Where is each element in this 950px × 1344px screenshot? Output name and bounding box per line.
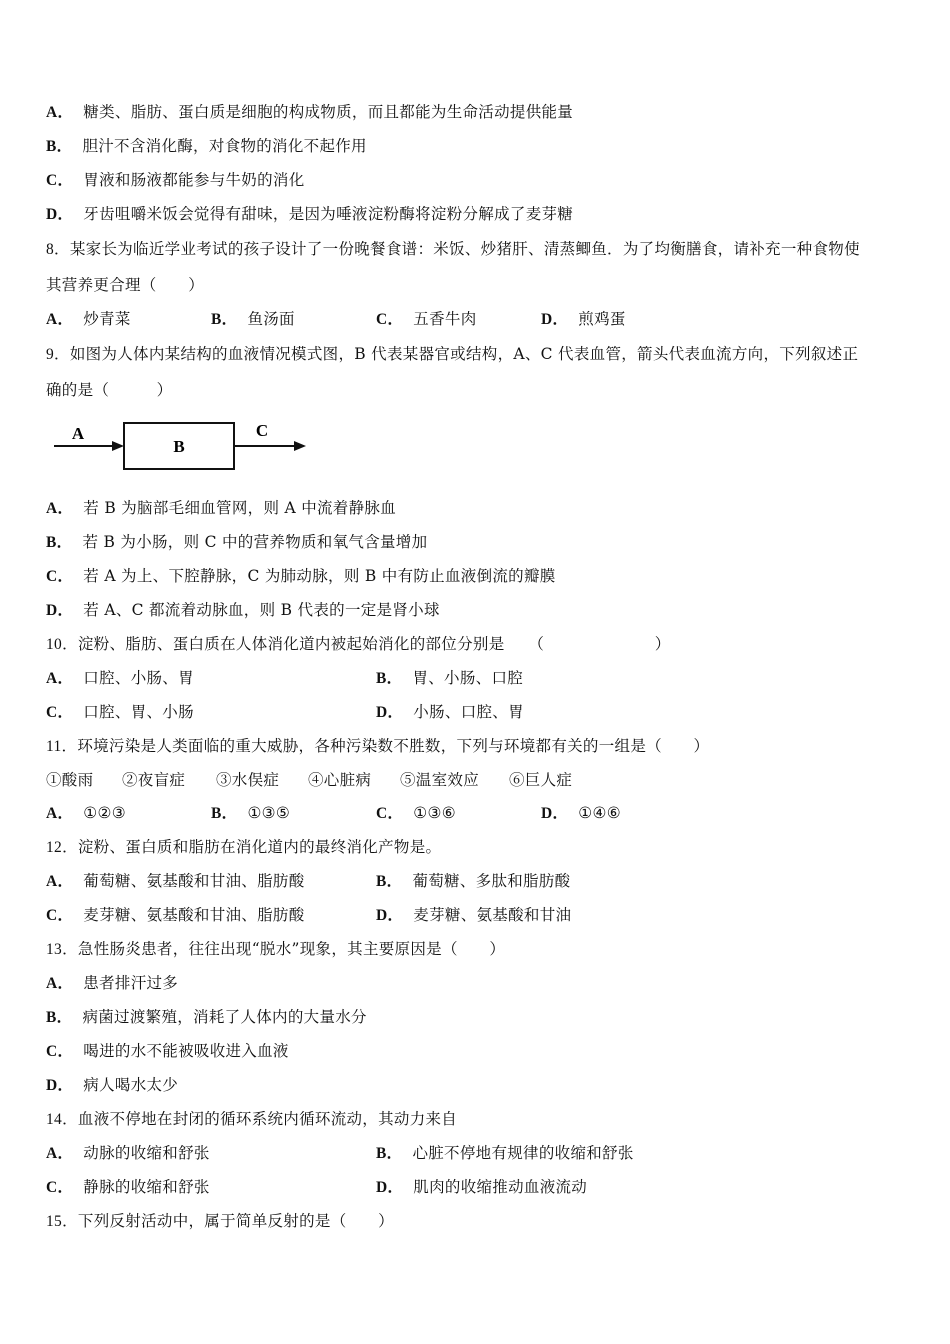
q11-item-5: ⑤温室效应 xyxy=(400,771,480,789)
q7-option-a xyxy=(46,102,573,123)
question-number: 9． xyxy=(46,346,70,363)
option-label: D． xyxy=(541,311,569,328)
option-text: 胆汁不含消化酶，对食物的消化不起作用 xyxy=(82,137,367,155)
q13-stem xyxy=(46,939,505,960)
question-stem: 血液不停地在封闭的循环系统内循环流动，其动力来自 xyxy=(77,1110,458,1128)
q7-option-b xyxy=(46,136,367,157)
q14-option-d xyxy=(376,1177,587,1198)
q7-option-c xyxy=(46,170,305,191)
option-text: 动脉的收缩和舒张 xyxy=(83,1144,210,1162)
option-text: 牙齿咀嚼米饭会觉得有甜味，是因为唾液淀粉酶将淀粉分解成了麦芽糖 xyxy=(83,205,574,223)
q13-option-a xyxy=(46,973,178,994)
q11-item-4: ④心脏病 xyxy=(308,771,372,789)
option-text: ①③⑥ xyxy=(413,804,456,822)
question-number: 13． xyxy=(46,941,78,958)
option-label: B． xyxy=(376,670,403,687)
q11-option-b xyxy=(211,803,290,824)
q12-option-b xyxy=(376,871,570,892)
q8-stem-line2: 其营养更合理（ ） xyxy=(46,276,205,294)
option-text: 病菌过渡繁殖，消耗了人体内的大量水分 xyxy=(82,1008,367,1026)
q14-stem xyxy=(46,1109,457,1130)
option-label: C． xyxy=(46,1043,74,1060)
question-stem: 淀粉、蛋白质和脂肪在消化道内的最终消化产物是。 xyxy=(77,838,442,856)
q11-item-2: ②夜盲症 xyxy=(122,771,186,789)
option-text: 患者排汗过多 xyxy=(83,974,179,992)
option-label: D． xyxy=(541,805,569,822)
q11-option-a xyxy=(46,803,126,824)
option-label: A． xyxy=(46,805,74,822)
q14-option-b xyxy=(376,1143,634,1164)
question-number: 12． xyxy=(46,839,78,856)
option-text: 葡萄糖、多肽和脂肪酸 xyxy=(412,872,571,890)
option-label: A． xyxy=(46,873,74,890)
question-stem: 某家长为临近学业考试的孩子设计了一份晚餐食谱：米饭、炒猪肝、清蒸鲫鱼．为了均衡膳食，请补充一种食物使 xyxy=(69,240,860,258)
option-label: A． xyxy=(46,311,74,328)
option-text: 鱼汤面 xyxy=(247,310,295,328)
option-label: A． xyxy=(46,500,74,517)
option-text: 若 A、C 都流着动脉血，则 B 代表的一定是肾小球 xyxy=(83,601,440,619)
option-text: 胃液和肠液都能参与牛奶的消化 xyxy=(83,171,305,189)
option-label: A． xyxy=(46,975,74,992)
q11-item-6: ⑥巨人症 xyxy=(509,771,573,789)
option-label: C． xyxy=(376,805,404,822)
q10-option-c xyxy=(46,702,194,723)
option-text: 若 B 为脑部毛细血管网，则 A 中流着静脉血 xyxy=(83,499,396,517)
q10-option-a xyxy=(46,668,194,689)
question-number: 11． xyxy=(46,738,78,755)
option-label: C． xyxy=(376,311,404,328)
option-label: A． xyxy=(46,670,74,687)
option-label: B． xyxy=(46,1009,73,1026)
vessel-a-arrowhead xyxy=(112,441,124,451)
option-label: C． xyxy=(46,907,74,924)
option-label: C． xyxy=(46,1179,74,1196)
question-stem: 淀粉、脂肪、蛋白质在人体消化道内被起始消化的部位分别是 （ ） xyxy=(77,635,671,653)
option-label: C． xyxy=(46,568,74,585)
vessel-a-label: A xyxy=(71,424,85,443)
q8-option-c xyxy=(376,309,477,330)
question-stem: 急性肠炎患者，往往出现“脱水”现象，其主要原因是（ ） xyxy=(77,940,506,958)
option-label: D． xyxy=(46,206,74,223)
q13-option-d xyxy=(46,1075,178,1096)
q14-option-a xyxy=(46,1143,210,1164)
q8-stem-line1 xyxy=(46,239,860,260)
option-text: 口腔、胃、小肠 xyxy=(83,703,194,721)
q7-option-d xyxy=(46,204,573,225)
option-text: ①④⑥ xyxy=(578,804,621,822)
option-label: D． xyxy=(46,1077,74,1094)
q11-option-d xyxy=(541,803,621,824)
option-text: 麦芽糖、氨基酸和甘油 xyxy=(413,906,572,924)
option-text: 心脏不停地有规律的收缩和舒张 xyxy=(412,1144,634,1162)
q9-option-d xyxy=(46,600,440,621)
option-label: D． xyxy=(46,602,74,619)
question-stem: 下列反射活动中，属于简单反射的是（ ） xyxy=(77,1212,394,1230)
q12-option-a xyxy=(46,871,305,892)
option-label: A． xyxy=(46,1145,74,1162)
blood-flow-diagram xyxy=(50,418,310,474)
question-stem: 环境污染是人类面临的重大威胁，各种污染数不胜数，下列与环境都有关的一组是（ ） xyxy=(77,737,710,755)
option-label: C． xyxy=(46,172,74,189)
option-text: 糖类、脂肪、蛋白质是细胞的构成物质，而且都能为生命活动提供能量 xyxy=(83,103,574,121)
q12-option-c xyxy=(46,905,305,926)
q8-option-a xyxy=(46,309,131,330)
option-text: 麦芽糖、氨基酸和甘油、脂肪酸 xyxy=(83,906,305,924)
option-text: 喝进的水不能被吸收进入血液 xyxy=(83,1042,289,1060)
option-text: 葡萄糖、氨基酸和甘油、脂肪酸 xyxy=(83,872,305,890)
option-label: B． xyxy=(211,311,238,328)
q8-option-d xyxy=(541,309,626,330)
option-label: B． xyxy=(376,1145,403,1162)
q13-option-c xyxy=(46,1041,289,1062)
question-stem: 如图为人体内某结构的血液情况模式图，B 代表某器官或结构，A、C 代表血管，箭头代表血流方向，下列叙述正 xyxy=(69,345,859,363)
option-text: 若 B 为小肠，则 C 中的营养物质和氧气含量增加 xyxy=(82,533,428,551)
option-label: B． xyxy=(46,534,73,551)
question-number: 14． xyxy=(46,1111,78,1128)
q9-option-b xyxy=(46,532,427,553)
question-number: 10． xyxy=(46,636,78,653)
vessel-c-label: C xyxy=(255,421,269,440)
q10-option-b xyxy=(376,668,523,689)
option-label: D． xyxy=(376,907,404,924)
option-text: 若 A 为上、下腔静脉，C 为肺动脉，则 B 中有防止血液倒流的瓣膜 xyxy=(83,567,556,585)
q10-option-d xyxy=(376,702,524,723)
option-label: B． xyxy=(211,805,238,822)
option-label: D． xyxy=(376,704,404,721)
q15-stem xyxy=(46,1211,394,1232)
q12-stem xyxy=(46,837,441,858)
option-text: ①②③ xyxy=(83,804,126,822)
option-text: 煎鸡蛋 xyxy=(578,310,626,328)
option-label: D． xyxy=(376,1179,404,1196)
q11-item-1: ①酸雨 xyxy=(46,771,94,789)
option-label: C． xyxy=(46,704,74,721)
q9-option-a xyxy=(46,498,396,519)
q10-stem xyxy=(46,634,671,655)
option-label: A． xyxy=(46,104,74,121)
option-text: 肌肉的收缩推动血液流动 xyxy=(413,1178,588,1196)
option-text: 病人喝水太少 xyxy=(83,1076,179,1094)
q12-option-d xyxy=(376,905,571,926)
question-number: 8． xyxy=(46,241,70,258)
q11-option-c xyxy=(376,803,456,824)
organ-b-label: B xyxy=(173,437,185,456)
option-label: B． xyxy=(46,138,73,155)
q9-option-c xyxy=(46,566,556,587)
q9-stem-line2: 确的是（ ） xyxy=(46,381,173,399)
q8-option-b xyxy=(211,309,295,330)
option-text: 小肠、口腔、胃 xyxy=(413,703,524,721)
q11-item-3: ③水俣症 xyxy=(216,771,280,789)
option-text: ①③⑤ xyxy=(247,804,291,822)
option-text: 五香牛肉 xyxy=(413,310,477,328)
option-text: 口腔、小肠、胃 xyxy=(83,669,194,687)
option-text: 胃、小肠、口腔 xyxy=(412,669,524,687)
q9-stem-line1 xyxy=(46,344,858,365)
option-label: B． xyxy=(376,873,403,890)
question-number: 15． xyxy=(46,1213,78,1230)
option-text: 炒青菜 xyxy=(83,310,131,328)
option-text: 静脉的收缩和舒张 xyxy=(83,1178,210,1196)
q14-option-c xyxy=(46,1177,210,1198)
q11-stem xyxy=(46,736,709,757)
vessel-c-arrowhead xyxy=(294,441,306,451)
q13-option-b xyxy=(46,1007,367,1028)
